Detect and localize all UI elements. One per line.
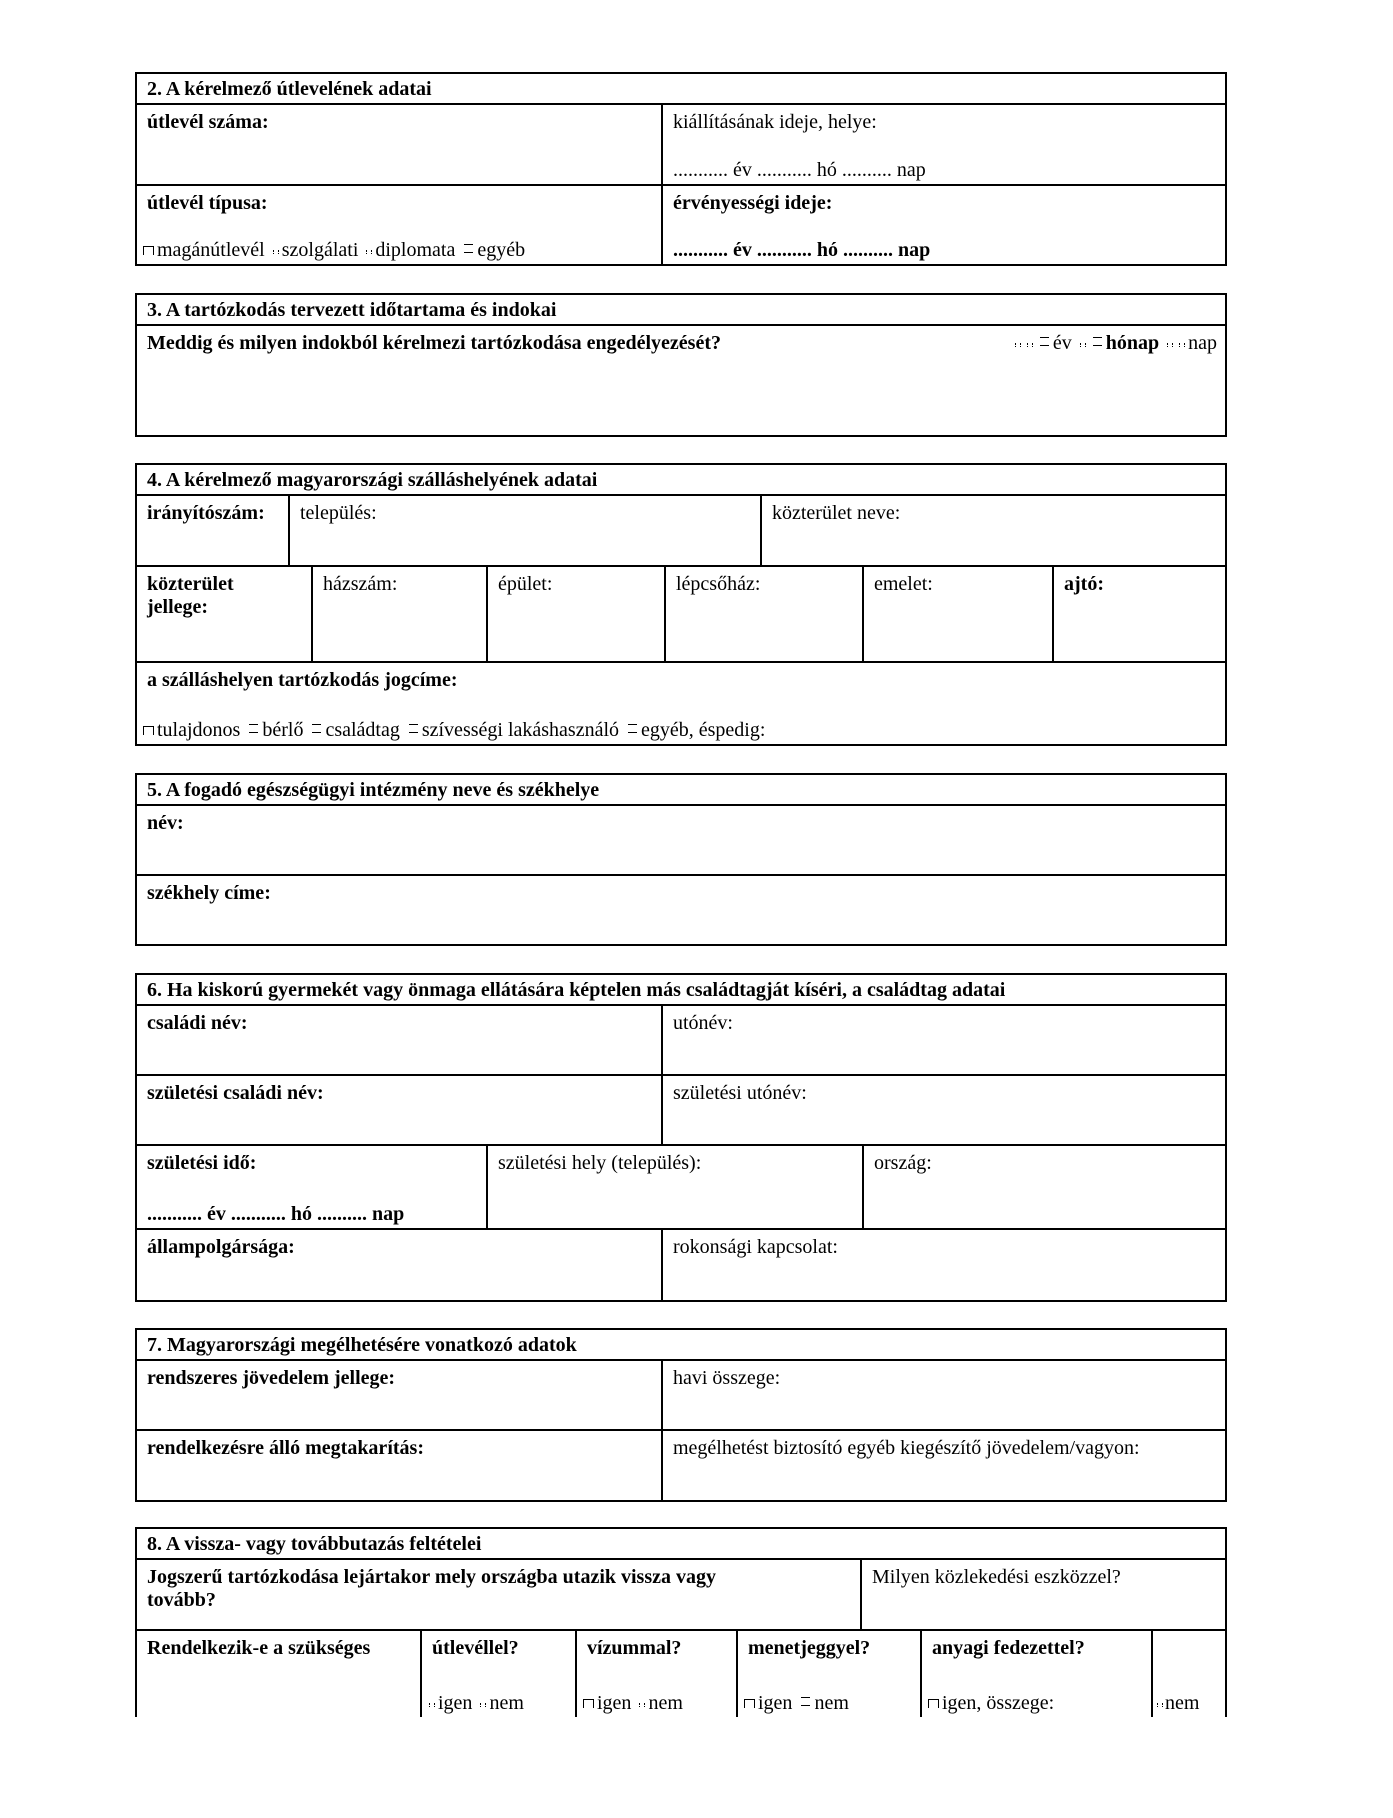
section-title: 7. Magyarországi megélhetésére vonatkozó adatok	[137, 1330, 1225, 1361]
validity-label: érvényességi ideje:	[673, 192, 833, 214]
digit-box[interactable]	[1167, 343, 1173, 347]
section-family-member	[135, 973, 1227, 1302]
destination-question: Jogszerű tartózkodása lejártakor mely országba utazik vissza vagy	[147, 1566, 717, 1588]
validity-date-line: ........... év ........... hó .......... nap	[673, 239, 931, 261]
section-stay-duration	[135, 293, 1227, 437]
other-income-field[interactable]	[663, 1431, 1225, 1500]
funds-options	[928, 1692, 1054, 1715]
checkbox-funds-no[interactable]	[1157, 1703, 1163, 1707]
option-owner: tulajdonos	[157, 719, 241, 741]
section-title: 8. A vissza- vagy továbbutazás feltételei	[137, 1529, 1225, 1560]
door-label: ajtó:	[1064, 573, 1104, 595]
passport-number-label: útlevél száma:	[147, 111, 269, 133]
option-no: nem	[1165, 1692, 1200, 1714]
birth-date-field[interactable]	[137, 1146, 488, 1228]
stay-question: Meddig és milyen indokból kérelmezi tartózkodása engedélyezését?	[147, 332, 722, 354]
checkbox-funds-yes[interactable]	[928, 1699, 939, 1708]
legal-title-label: a szálláshelyen tartózkodás jogcíme:	[147, 669, 458, 691]
visa-options	[583, 1692, 683, 1715]
birth-family-name-field[interactable]	[137, 1076, 663, 1144]
option-yes: igen	[597, 1692, 632, 1714]
checkbox-family[interactable]	[312, 724, 321, 733]
checkbox-passport-no[interactable]	[480, 1703, 486, 1707]
option-yes-amount: igen, összege:	[942, 1692, 1055, 1714]
relationship-label: rokonsági kapcsolat:	[673, 1236, 838, 1258]
birth-family-name-label: születési családi név:	[147, 1082, 324, 1104]
birth-given-name-label: születési utónév:	[673, 1082, 807, 1104]
issue-label: kiállításának ideje, helye:	[673, 111, 877, 133]
staircase-label: lépcsőház:	[676, 573, 761, 595]
passport-options	[426, 1692, 524, 1715]
building-label: épület:	[498, 573, 553, 595]
checkbox-diplomatic[interactable]	[366, 250, 372, 254]
section-title: 3. A tartózkodás tervezett időtartama és indokai	[137, 295, 1225, 326]
digit-box[interactable]	[1179, 343, 1185, 347]
option-other: egyéb	[477, 239, 526, 261]
visa-question: vízummal?	[587, 1637, 682, 1659]
relationship-field[interactable]	[663, 1230, 1225, 1300]
citizenship-label: állampolgársága:	[147, 1236, 295, 1258]
passport-number-field[interactable]	[137, 105, 663, 184]
income-type-field[interactable]	[137, 1361, 663, 1429]
passport-question: útlevéllel?	[432, 1637, 519, 1659]
zip-label: irányítószám:	[147, 502, 265, 524]
section-health-institution	[135, 773, 1227, 946]
birth-place-label: születési hely (település):	[498, 1152, 702, 1174]
option-other: egyéb, éspedig:	[641, 719, 766, 741]
unit-year: év	[1052, 332, 1072, 354]
passport-type-field	[137, 186, 663, 264]
legal-title-field	[137, 663, 1225, 744]
transport-field[interactable]	[862, 1560, 1225, 1629]
digit-box[interactable]	[1015, 343, 1021, 347]
stay-reason-field[interactable]	[137, 326, 1225, 435]
ticket-check-field	[738, 1631, 922, 1717]
city-label: település:	[300, 502, 377, 524]
section-accommodation	[135, 463, 1227, 746]
income-type-label: rendszeres jövedelem jellege:	[147, 1367, 396, 1389]
floor-field[interactable]	[864, 567, 1054, 661]
family-name-field[interactable]	[137, 1006, 663, 1074]
option-courtesy: szívességi lakáshasználó	[421, 719, 620, 741]
checkbox-official[interactable]	[273, 250, 279, 254]
digit-box[interactable]	[1080, 343, 1086, 347]
other-income-label: megélhetést biztosító egyéb kiegészítő jövedelem/vagyon:	[673, 1437, 1140, 1459]
institution-name-label: név:	[147, 812, 184, 834]
validity-field[interactable]	[663, 186, 1225, 264]
checkbox-other[interactable]	[628, 724, 637, 733]
option-official: szolgálati	[281, 239, 359, 261]
street-type-label: közterület	[147, 573, 234, 595]
checkbox-ticket-no[interactable]	[801, 1697, 810, 1706]
checkbox-owner[interactable]	[143, 726, 154, 735]
door-field[interactable]	[1054, 567, 1225, 661]
funds-no-option	[1157, 1692, 1199, 1715]
has-needed-field	[137, 1631, 422, 1717]
legal-title-options	[143, 719, 765, 742]
section-title: 4. A kérelmező magyarországi szálláshelyének adatai	[137, 465, 1225, 496]
given-name-field[interactable]	[663, 1006, 1225, 1074]
savings-label: rendelkezésre álló megtakarítás:	[147, 1437, 424, 1459]
house-number-label: házszám:	[323, 573, 398, 595]
birth-date-line: ........... év ........... hó .......... nap	[147, 1203, 405, 1225]
checkbox-ticket-yes[interactable]	[744, 1699, 755, 1708]
savings-field[interactable]	[137, 1431, 663, 1500]
option-no: nem	[489, 1692, 524, 1714]
monthly-amount-field[interactable]	[663, 1361, 1225, 1429]
checkbox-tenant[interactable]	[249, 724, 258, 733]
option-yes: igen	[438, 1692, 473, 1714]
unit-month: hónap	[1105, 332, 1160, 354]
option-no: nem	[648, 1692, 683, 1714]
checkbox-passport-yes[interactable]	[429, 1703, 435, 1707]
institution-name-field[interactable]	[137, 806, 1225, 874]
building-field[interactable]	[488, 567, 666, 661]
birth-given-name-field[interactable]	[663, 1076, 1225, 1144]
ticket-options	[744, 1692, 849, 1715]
digit-box[interactable]	[1093, 337, 1102, 346]
birth-date-label: születési idő:	[147, 1152, 257, 1174]
option-family: családtag	[325, 719, 400, 741]
section-return-travel	[135, 1527, 1227, 1717]
checkbox-courtesy[interactable]	[409, 724, 418, 733]
country-field[interactable]	[864, 1146, 1225, 1228]
ticket-question: menetjeggyel?	[748, 1637, 871, 1659]
checkbox-visa-yes[interactable]	[583, 1699, 594, 1708]
monthly-amount-label: havi összege:	[673, 1367, 781, 1389]
option-no: nem	[814, 1692, 849, 1714]
street-type-field[interactable]	[137, 567, 313, 661]
visa-check-field	[577, 1631, 738, 1717]
funds-check-field	[922, 1631, 1153, 1717]
unit-day: nap	[1188, 332, 1217, 354]
option-tenant: bérlő	[262, 719, 304, 741]
floor-label: emelet:	[874, 573, 933, 595]
funds-question: anyagi fedezettel?	[932, 1637, 1085, 1659]
street-label: közterület neve:	[772, 502, 901, 524]
country-label: ország:	[874, 1152, 932, 1174]
option-private: magánútlevél	[157, 239, 265, 261]
section-title: 2. A kérelmező útlevelének adatai	[137, 74, 1225, 105]
stay-duration-units	[1012, 332, 1217, 355]
has-needed-label: Rendelkezik-e a szükséges	[147, 1637, 371, 1659]
passport-type-options	[143, 239, 525, 262]
section-title: 5. A fogadó egészségügyi intézmény neve és székhelye	[137, 775, 1225, 806]
family-name-label: családi név:	[147, 1012, 248, 1034]
institution-seat-label: székhely címe:	[147, 882, 271, 904]
checkbox-private[interactable]	[143, 246, 154, 255]
street-name-field[interactable]	[762, 496, 1225, 565]
section-subsistence	[135, 1328, 1227, 1502]
citizenship-field[interactable]	[137, 1230, 663, 1300]
funds-no-field	[1153, 1631, 1225, 1717]
zip-field[interactable]	[137, 496, 290, 565]
digit-box[interactable]	[1040, 337, 1049, 346]
street-type-label-2: jellege:	[147, 596, 209, 618]
institution-seat-field[interactable]	[137, 876, 1225, 944]
transport-question: Milyen közlekedési eszközzel?	[872, 1566, 1121, 1588]
city-field[interactable]	[290, 496, 762, 565]
house-number-field[interactable]	[313, 567, 488, 661]
passport-type-label: útlevél típusa:	[147, 192, 268, 214]
option-yes: igen	[758, 1692, 793, 1714]
section-passport	[135, 72, 1227, 266]
birth-place-field[interactable]	[488, 1146, 864, 1228]
passport-check-field	[422, 1631, 577, 1717]
given-name-label: utónév:	[673, 1012, 733, 1034]
digit-box[interactable]	[1027, 343, 1033, 347]
checkbox-visa-no[interactable]	[639, 1703, 645, 1707]
destination-question-2: tovább?	[147, 1589, 216, 1611]
issue-date-line: ........... év ........... hó .......... nap	[673, 159, 926, 181]
section-title: 6. Ha kiskorú gyermekét vagy önmaga ellátására képtelen más családtagját kíséri, a családtag adatai	[137, 975, 1225, 1006]
issue-field[interactable]	[663, 105, 1225, 184]
staircase-field[interactable]	[666, 567, 864, 661]
checkbox-other[interactable]	[464, 244, 473, 253]
option-diplomatic: diplomata	[375, 239, 456, 261]
destination-field[interactable]	[137, 1560, 862, 1629]
